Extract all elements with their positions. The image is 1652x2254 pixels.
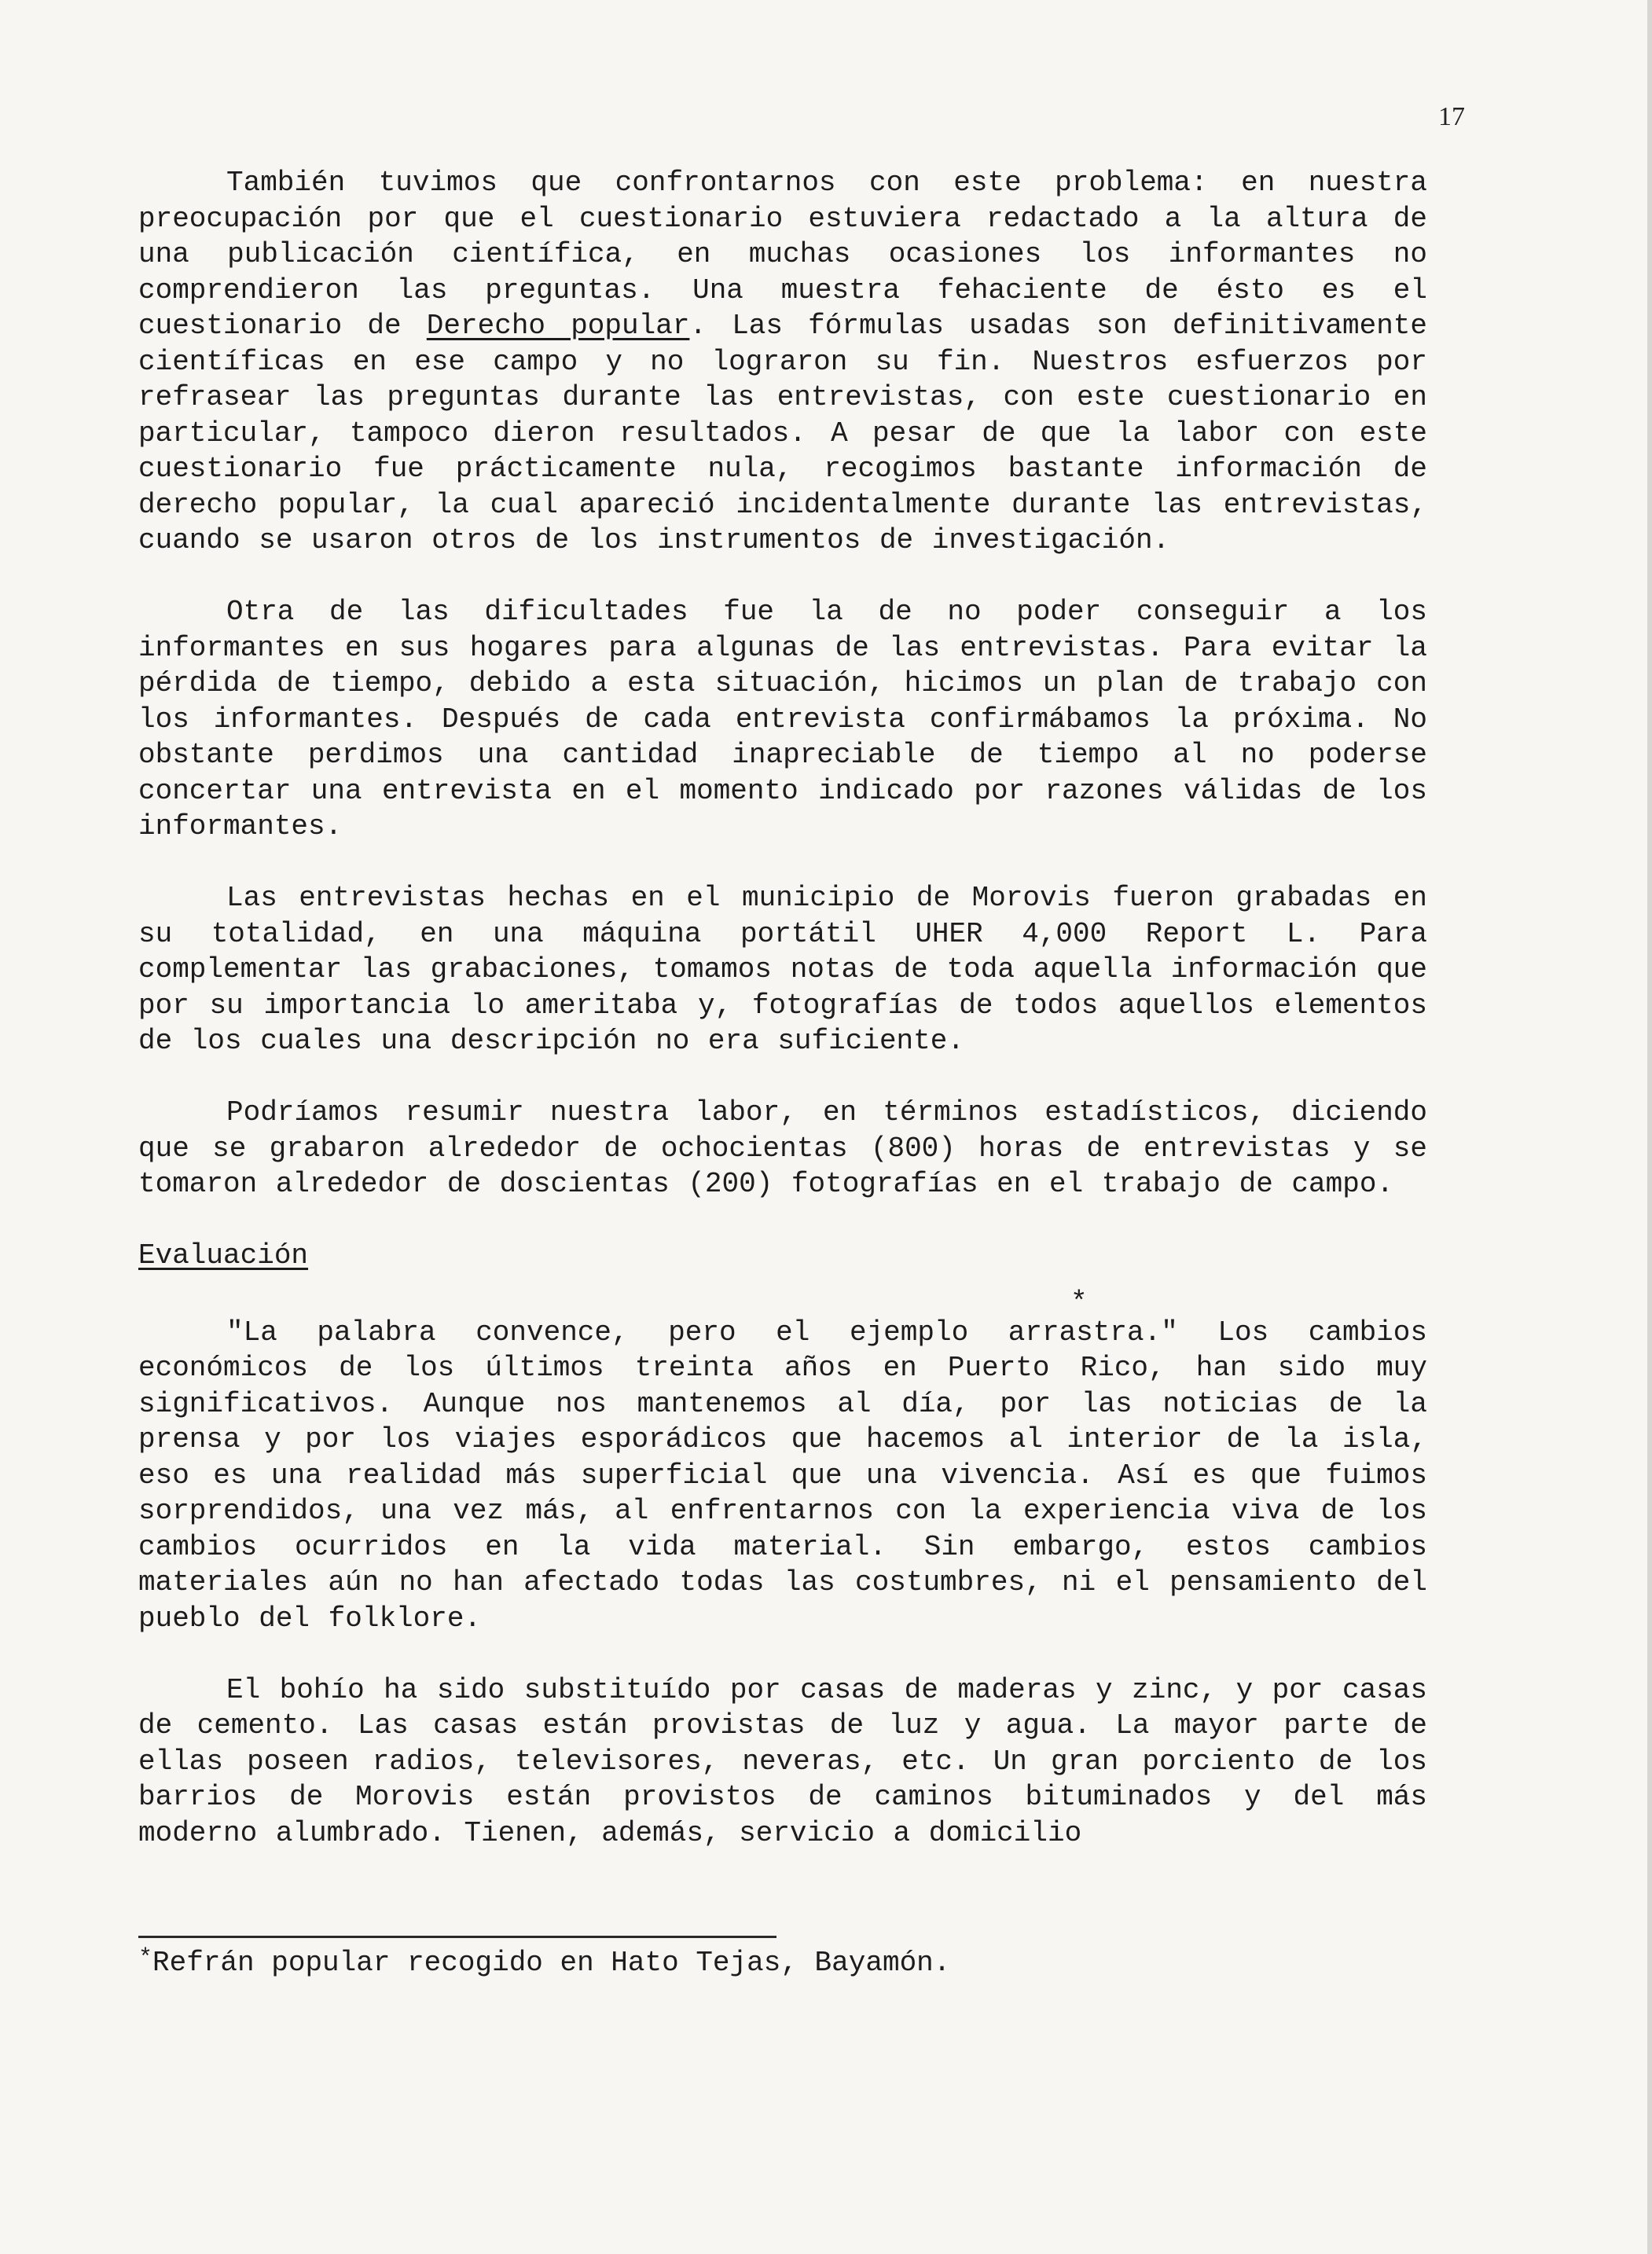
page-number: 17 <box>1438 102 1465 131</box>
paragraph <box>138 880 1427 1059</box>
underlined-title: Derecho popular <box>426 310 690 342</box>
paragraph <box>138 594 1427 845</box>
paragraph-text: Otra de las dificultades fue la de no poder conseguir a los informantes en sus hogares para algunas de las entrevistas. Para evitar la pérdida de tiempo, debido a esta situación, hicimos un plan de trabajo con los informantes. Después de cada entrevista confirmábamos la próxima. No obstante perdimos una cantidad inapreciable de tiempo al no poderse concertar una entrevista en el momento indicado por razones válidas de los informantes. <box>138 596 1427 842</box>
body-text <box>138 165 1427 1887</box>
paragraph <box>138 1315 1427 1637</box>
footnote-reference-marker: * <box>1070 1286 1088 1319</box>
footnote-divider <box>138 1936 776 1938</box>
paragraph-text: Podríamos resumir nuestra labor, en términos estadísticos, diciendo que se grabaron alrededor de ochocientas (800) horas de entrevistas y se tomaron alrededor de doscientas (200) fotografías en el trabajo de campo. <box>138 1096 1427 1200</box>
page-edge <box>1647 0 1652 2254</box>
footnote-marker: * <box>138 1945 153 1972</box>
paragraph-text: "La palabra convence, pero el ejemplo arrastra." Los cambios económicos de los últimos treinta años en Puerto Rico, han sido muy significativos. Aunque nos mantenemos al día, por las noticias de la prensa y por los viajes esporádicos que hacemos al interior de la isla, eso es una realidad más superficial que una vivencia. Así es que fuimos sorprendidos, una vez más, al enfrentarnos con la experiencia viva de los cambios ocurridos en la vida material. Sin embargo, estos cambios materiales aún no han afectado todas las costumbres, ni el pensamiento del pueblo del folklore. <box>138 1316 1427 1635</box>
paragraph <box>138 165 1427 559</box>
footnote <box>138 1941 1427 1981</box>
section-heading-text: Evaluación <box>138 1239 309 1272</box>
section-heading <box>138 1238 1427 1274</box>
paragraph-text: También tuvimos que confrontarnos con este problema: en nuestra preocupación por que el cuestionario estuviera redactado a la altura de una publicación científica, en muchas ocasiones los informantes no comprendieron las preguntas. Una muestra fehaciente de ésto es el cuestionario de <box>138 167 1427 342</box>
paragraph <box>138 1095 1427 1202</box>
paragraph-text: . Las fórmulas usadas son definitivamente científicas en ese campo y no lograron su fin. Nuestros esfuerzos por refrasear las preguntas durante las entrevistas, con este cuestionario en particular, tampoco dieron resultados. A pesar de que la labor con este cuestionario fue prácticamente nula, recogimos bastante información de derecho popular, la cual apareció incidentalmente durante las entrevistas, cuando se usaron otros de los instrumentos de investigación. <box>138 310 1427 556</box>
paragraph-text: El bohío ha sido substituído por casas de maderas y zinc, y por casas de cemento. Las casas están provistas de luz y agua. La mayor parte de ellas poseen radios, televisores, neveras, etc. Un gran porciento de los barrios de Morovis están provistos de caminos bituminados y del más moderno alumbrado. Tienen, además, servicio a domicilio <box>138 1673 1427 1849</box>
footnote-text: Refrán popular recogido en Hato Tejas, Bayamón. <box>152 1947 951 1979</box>
paragraph-text: Las entrevistas hechas en el municipio de Morovis fueron grabadas en su totalidad, en una máquina portátil UHER 4,000 Report L. Para complementar las grabaciones, tomamos notas de toda aquella información que por su importancia lo ameritaba y, fotografías de todos aquellos elementos de los cuales una descripción no era suficiente. <box>138 882 1427 1057</box>
paragraph <box>138 1672 1427 1852</box>
